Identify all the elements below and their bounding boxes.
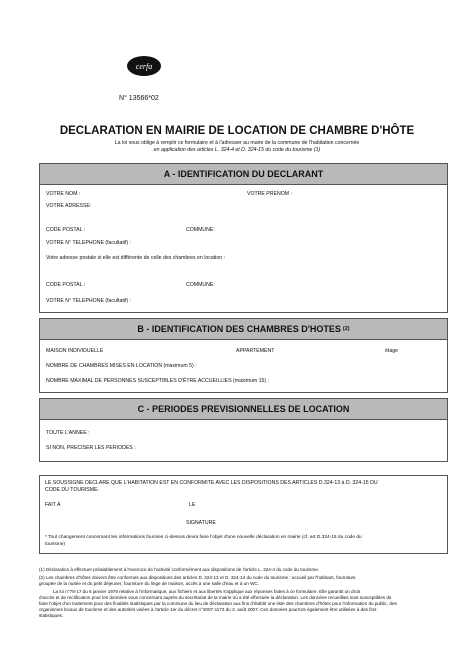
code-postal-2-label: CODE POSTAL : bbox=[46, 282, 86, 288]
footnote-3e: statistiques. bbox=[39, 613, 64, 618]
section-c bbox=[39, 398, 448, 462]
signature-label: SIGNATURE bbox=[186, 520, 216, 526]
etage-label: étage bbox=[385, 348, 398, 354]
nb-personnes-label: NOMBRE MAXIMAL DE PERSONNES SUSCEPTIBLES D'ÊTRE ACCUEILLIES (maximum 15) : bbox=[46, 378, 270, 384]
footnote-3c: faire l'objet d'un traitement pour des finalités statistiques par la commune du lieu de déclaration aux fins d'établir une liste des chambres d'hôtes pour l'information du public, des bbox=[39, 601, 397, 606]
footnote-2a: (2) Les chambres d'hôtes doivent être conformes aux dispositions des articles D. 324-13 et D. 324-14 du code du tourisme : accueil par l'habitant, fourniture bbox=[39, 575, 356, 580]
section-b-title: B - IDENTIFICATION DES CHAMBRES D'HOTES bbox=[137, 324, 341, 334]
commune-2-label: COMMUNE: bbox=[186, 282, 215, 288]
form-title: DECLARATION EN MAIRIE DE LOCATION DE CHAMBRE D'HÔTE bbox=[59, 125, 415, 137]
section-a bbox=[39, 163, 448, 313]
le-label: LE bbox=[189, 502, 196, 508]
intro-line-1: La loi vous oblige à remplir ce formulaire et à l'adresser au maire de la commune de l'habitation concernée bbox=[114, 140, 360, 146]
telephone-label: VOTRE N° TELEPHONE (facultatif) : bbox=[46, 240, 131, 246]
section-b-heading bbox=[40, 319, 447, 340]
cerfa-logo: cerfa bbox=[127, 56, 161, 76]
footnote-1: (1) Déclaration à effectuer préalablement à l'exercice de l'activité conformément aux dispositions de l'article L. 324-4 du code du tourisme. bbox=[39, 567, 320, 572]
section-b-ref: (2) bbox=[342, 326, 350, 332]
adresse-label: VOTRE ADRESSE: bbox=[46, 203, 92, 209]
declaration-box bbox=[39, 475, 448, 554]
change-note-line-1: * Tout changement concernant les informations fournies ci-dessus devra faire l'objet d'une nouvelle déclaration en mairie (cf. art D.324-15 du code du bbox=[45, 535, 362, 540]
section-c-heading: C - PERIODES PREVISIONNELLES DE LOCATION bbox=[40, 399, 447, 420]
footnote-2b: groupée de la nuitée et du petit déjeuner, fourniture du linge de maison, accès à une salle d'eau et à un WC. bbox=[39, 581, 259, 586]
footnote-3b: d'accès et de rectification pour les données vous concernant auprès du secrétariat de la mairie où a été effectuée la déclaration. Les données recueillies sont susceptibles de bbox=[39, 595, 392, 600]
footnote-3a: La loi n°78-17 du 6 janvier 1978 relative à l'informatique, aux fichiers et aux libertés s'applique aux réponses faites à ce formulaire. Elle garantit un droit bbox=[53, 589, 360, 594]
maison-label: MAISON INDIVIDUELLE bbox=[46, 348, 104, 354]
telephone-2-label: VOTRE N° TELEPHONE (facultatif) : bbox=[46, 298, 131, 304]
toute-annee-label: TOUTE L'ANNEE : bbox=[46, 430, 90, 436]
section-b bbox=[39, 318, 448, 393]
intro-line-2: en application des articles L. 324-4 et D. 324-15 du code du tourisme (1) bbox=[153, 146, 321, 153]
periodes-label: SI NON, PRECISER LES PERIODES : bbox=[46, 445, 136, 451]
fait-a-label: FAIT A bbox=[45, 502, 61, 508]
intro-text bbox=[0, 140, 474, 153]
adresse-postale-label: Votre adresse postale si elle est différente de celle des chambres en location : bbox=[46, 255, 225, 261]
section-a-heading: A - IDENTIFICATION DU DECLARANT bbox=[40, 164, 447, 185]
declaration-line-2: CODE DU TOURISME. bbox=[45, 487, 99, 493]
code-postal-label: CODE POSTAL : bbox=[46, 227, 86, 233]
change-note-line-2: tourisme) bbox=[45, 542, 65, 547]
declaration-line-1: LE SOUSSIGNE DECLARE QUE L'HABITATION EST EN CONFORMITE AVEC LES DISPOSITIONS DES ARTICLES D.324-13 à D. 324-15 DU bbox=[45, 480, 378, 486]
nb-chambres-label: NOMBRE DE CHAMBRES MISES EN LOCATION (maximum 5) : bbox=[46, 363, 197, 369]
footnotes bbox=[39, 567, 449, 619]
form-number: N° 13566*02 bbox=[119, 95, 159, 102]
footnote-3d: organismes locaux de tourisme et des autorités visées à l'article 1er du décret n°2007-1173 du 3. août 2007. Ces données pourront également être utilisées à des fins bbox=[39, 607, 377, 612]
prenom-label: VOTRE PRENOM : bbox=[247, 191, 292, 197]
nom-label: VOTRE NOM : bbox=[46, 191, 81, 197]
appartement-label: APPARTEMENT bbox=[236, 348, 275, 354]
commune-label: COMMUNE: bbox=[186, 227, 215, 233]
